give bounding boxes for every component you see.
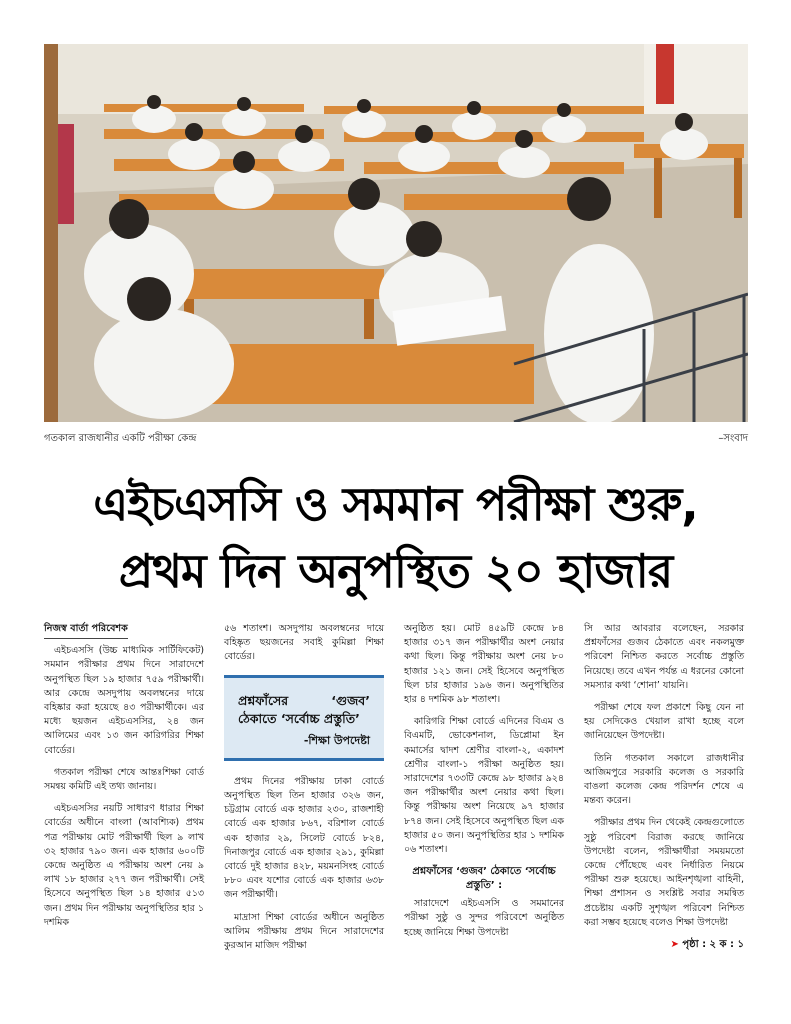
arrow-right-icon: ➤: [670, 939, 683, 951]
article-column-1: [44, 622, 204, 938]
paragraph: সি আর আবরার বলেছেন, সরকার প্রশ্নফাঁসের গুজব ঠেকাতে এবং নকলমুক্ত পরিবেশ নিশ্চিত করতে সর্বোচ্চ প্রস্তুতি নিয়েছে। তবে এখন পর্যন্ত এ ধরনের কোনো সমস্যার কথা ‘শোনা’ যায়নি।: [584, 623, 744, 691]
headline-line-1: এইচএসসি ও সমমান পরীক্ষা শুরু,: [93, 477, 698, 531]
paragraph: মাদ্রাসা শিক্ষা বোর্ডের অধীনে অনুষ্ঠিত আলিম পরীক্ষায় প্রথম দিনে সারাদেশের কুরআন মাজিদ পরীক্ষা: [224, 911, 384, 952]
exam-hall-photo: [44, 44, 748, 422]
article-column-2: [224, 622, 384, 961]
article-column-3: [404, 622, 564, 948]
subheading: প্রশ্নফাঁসের ‘গুজব’ ঠেকাতে ‘সর্বোচ্চ প্রস্তুতি’ :: [412, 866, 556, 892]
paragraph: এইচএসসির নয়টি সাধারণ ধারার শিক্ষা বোর্ডের অধীনে বাংলা (আবশ্যিক) প্রথম পত্র পরীক্ষায় মোট পরীক্ষার্থী ছিল ৯ লাখ ৩২ হাজার ৭৯০ জন। এক হাজার ৬০০টি কেন্দ্রে অনুষ্ঠিত এ পরীক্ষায় অংশ নেয় ৯ লাখ ১৮ হাজার ২৭৭ জন পরীক্ষার্থী। সেই হিসেবে অনুপস্থিত ছিল ১৪ হাজার ৫১৩ জন। প্রথম দিন পরীক্ষায় অনুপস্থিতির হার ১ দশমিক: [44, 803, 204, 928]
paragraph: পরীক্ষার প্রথম দিন থেকেই কেন্দ্রগুলোতে সুষ্ঠু পরিবেশ বিরাজ করছে জানিয়ে উপদেষ্টা বলেন, পরীক্ষার্থীরা সময়মতো কেন্দ্রে পৌঁছেছে এবং নির্ধারিত নিয়মে পরীক্ষা শুরু হয়েছে। আইনশৃঙ্খলা বাহিনী, শিক্ষা প্রশাসন ও সংশ্লিষ্ট সবার সমন্বিত প্রচেষ্টায় একটি সুশৃঙ্খল পরিবেশ নিশ্চিত করা সম্ভব হয়েছে বলেও শিক্ষা উপদেষ্টা: [584, 817, 744, 928]
article-column-4: [584, 622, 744, 952]
paragraph: তিনি গতকাল সকালে রাজধানীর আজিমপুরে সরকারি কলেজ ও সরকারি বাঙলা কলেজ কেন্দ্র পরিদর্শন শেষে এ মন্তব্য করেন।: [584, 752, 744, 807]
paragraph: গতকাল পরীক্ষা শেষে আন্তঃশিক্ষা বোর্ড সমন্বয় কমিটি এই তথ্য জানায়।: [44, 766, 204, 793]
pull-quote-source: -শিক্ষা উপদেষ্টা: [303, 733, 370, 747]
paragraph: সারাদেশে এইচএসসি ও সমমানের পরীক্ষা সুষ্ঠু ও সুন্দর পরিবেশে অনুষ্ঠিত হচ্ছে জানিয়ে শিক্ষা উপদেষ্টা: [404, 898, 564, 938]
paragraph: অনুষ্ঠিত হয়। মোট ৪৫৯টি কেন্দ্রে ৮৪ হাজার ৩১৭ জন পরীক্ষার্থীর অংশ নেয়ার কথা ছিল। কিন্তু পরীক্ষায় অংশ নেয় ৮০ হাজার ১২১ জন। সেই হিসেবে অনুপস্থিত ছিল চার হাজার ১৯৬ জন। অনুপস্থিতির হার ৪ দশমিক ৯৮ শতাংশ।: [404, 623, 564, 706]
pull-quote: [224, 675, 384, 761]
headline-line-2: প্রথম দিন অনুপস্থিত ২০ হাজার: [118, 544, 673, 598]
byline: নিজস্ব বার্তা পরিবেশক: [44, 622, 128, 639]
paragraph: কারিগরি শিক্ষা বোর্ডে এদিনের বিএম ও বিএমটি, ভোকেশনাল, ডিপ্লোমা ইন কমার্সের দ্বাদশ শ্রেণীর বাংলা-২, একাদশ শ্রেণীর বাংলা-১ পরীক্ষা অনুষ্ঠিত হয়। সারাদেশের ৭৩৩টি কেন্দ্রে ৯৮ হাজার ৯২৪ জন পরীক্ষার্থীর অংশ নেয়ার কথা ছিল। কিন্তু পরীক্ষায় অংশ নিয়েছে ৯৭ হাজার ৮৭৪ জন। সেই হিসেবে অনুপস্থিত ছিল এক হাজার ৫০ জন। অনুপস্থিতির হার ১ দশমিক ০৬ শতাংশ।: [404, 716, 564, 856]
paragraph: ৫৬ শতাংশ। অসদুপায় অবলম্বনের দায়ে বহিষ্কৃত ছয়জনের সবাই কুমিল্লা শিক্ষা বোর্ডের।: [224, 623, 384, 663]
continued-on[interactable]: [584, 938, 744, 952]
photo-caption: গতকাল রাজধানীর একটি পরীক্ষা কেন্দ্র: [44, 433, 197, 444]
photo-credit: –সংবাদ: [718, 433, 748, 444]
pull-quote-text: প্রশ্নফাঁসের ‘গুজব’ ঠেকাতে ‘সর্বোচ্চ প্রস্তুতি’: [238, 692, 370, 726]
paragraph: এইচএসসি (উচ্চ মাধ্যমিক সার্টিফিকেট) সমমান পরীক্ষার প্রথম দিনে সারাদেশে অনুপস্থিত ছিল ১৯ হাজার ৭৫৯ পরীক্ষার্থী। আর কেন্দ্রে অসদুপায় অবলম্বনের দায়ে বহিষ্কার করা হয়েছে ৪৩ পরীক্ষার্থীকে। এর মধ্যে ছয়জন এইচএসসির, ২৪ জন আলিমের এবং ১৩ জন কারিগরির শিক্ষা বোর্ডের।: [44, 645, 204, 756]
paragraph: প্রথম দিনের পরীক্ষায় ঢাকা বোর্ডে অনুপস্থিত ছিল তিন হাজার ৩২৬ জন, চট্টগ্রাম বোর্ডে এক হাজার ২৩০, রাজশাহী বোর্ডে এক হাজার ৮৬৭, বরিশাল বোর্ডে এক হাজার ২৯, সিলেট বোর্ডে ৮২৪, দিনাজপুর বোর্ডে এক হাজার ২৯১, কুমিল্লা বোর্ডে দুই হাজার ৪২৮, ময়মনসিংহ বোর্ডে ৮৮০ এবং যশোর বোর্ডে এক হাজার ৬৩৮ জন পরীক্ষার্থী।: [224, 775, 384, 901]
paragraph: পরীক্ষা শেষে ফল প্রকাশে কিছু যেন না হয় সেদিকেও খেয়াল রাখা হচ্ছে বলে জানিয়েছেন উপদেষ্টা।: [584, 702, 744, 742]
continued-label: পৃষ্ঠা : ২ ক : ১: [682, 939, 744, 951]
